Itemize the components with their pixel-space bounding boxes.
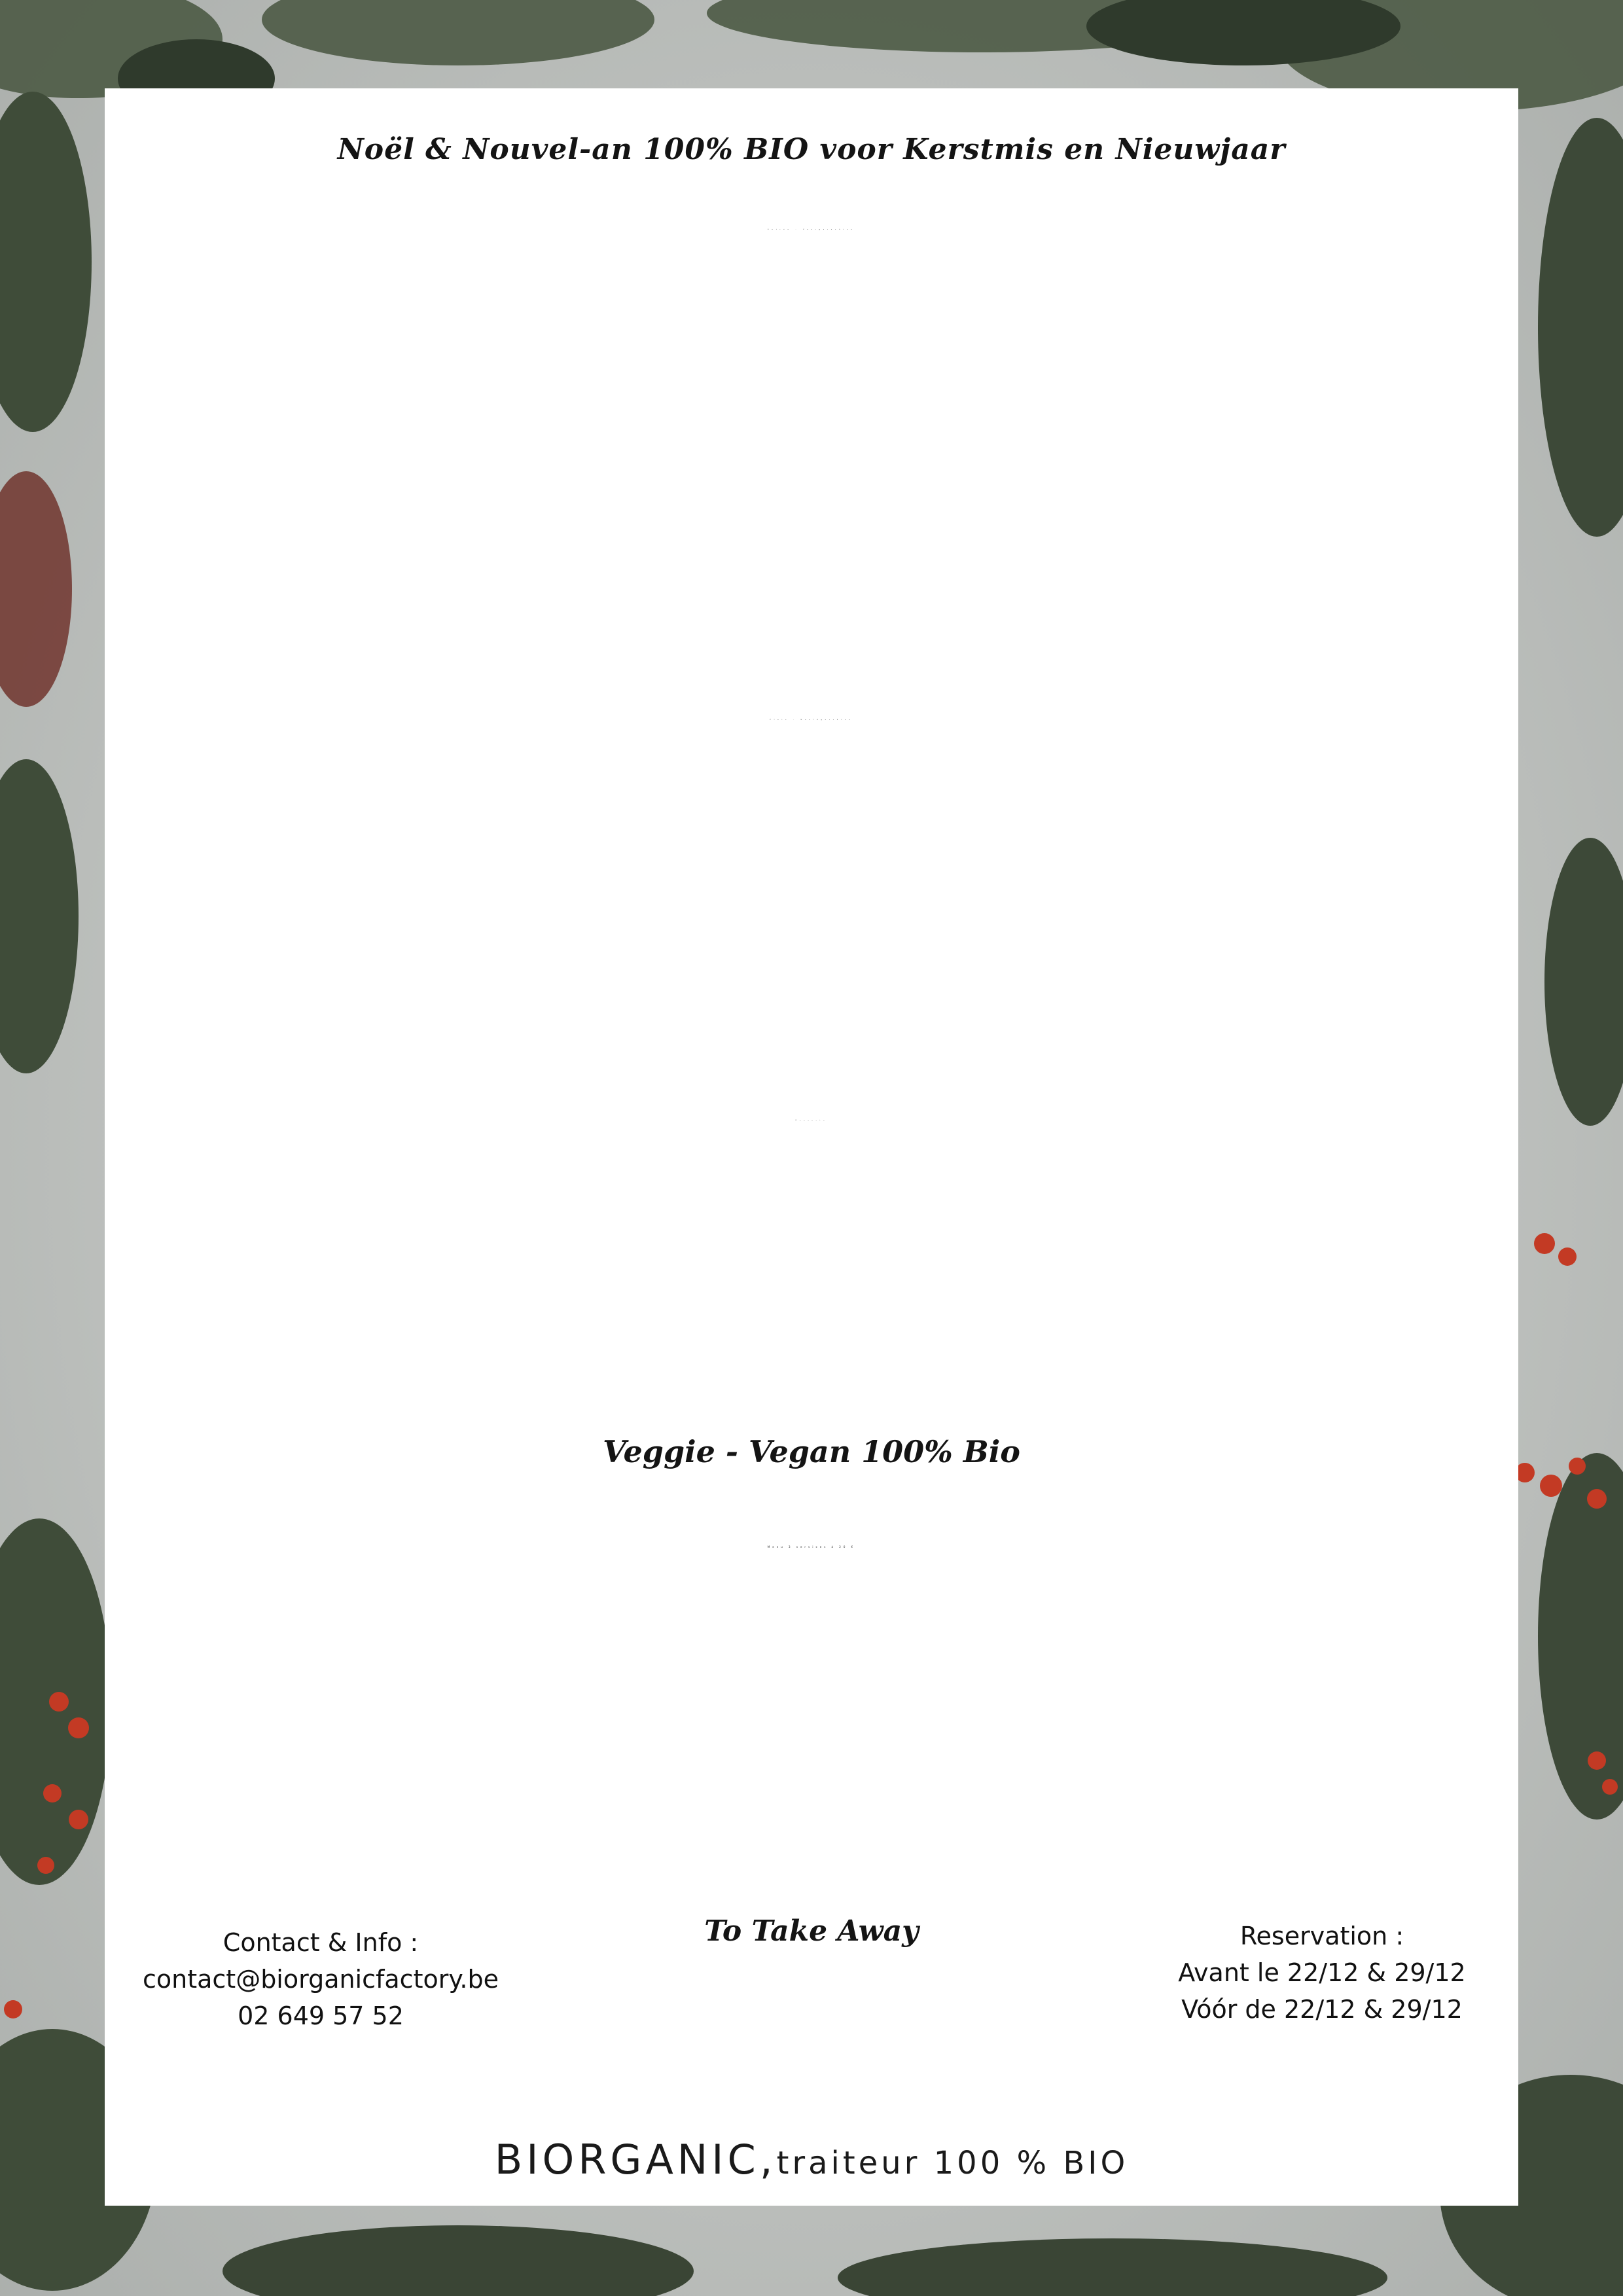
section-heading-plats: Plats – Hoofdgerchten bbox=[770, 719, 853, 721]
contact-email-link[interactable]: contact@biorganicfactory.be bbox=[142, 1965, 499, 1994]
reservation-block bbox=[1152, 1918, 1492, 2028]
brand-name: BIORGANIC, bbox=[494, 2136, 777, 2183]
contact-label: Contact & Info : bbox=[223, 1928, 419, 1957]
contact-phone: 02 649 57 52 bbox=[238, 2001, 404, 2030]
brand-tagline: traiteur 100 % BIO bbox=[776, 2145, 1129, 2181]
section-heading-desserts: Desserts bbox=[795, 1120, 828, 1121]
take-away-title: To Take Away bbox=[704, 1914, 919, 1948]
brand-footer bbox=[105, 2136, 1518, 2183]
section-heading-entree: Entrée – Voorgerechten bbox=[768, 229, 855, 230]
reservation-label: Reservation : bbox=[1240, 1922, 1404, 1950]
veggie-title: Veggie - Vegan 100% Bio bbox=[603, 1434, 1020, 1469]
reservation-date-nl: Vóór de 22/12 & 29/12 bbox=[1181, 1995, 1463, 2024]
menu-sheet bbox=[105, 88, 1518, 2206]
menu-title: Noël & Nouvel-an 100% BIO voor Kerstmis en Nieuwjaar bbox=[337, 133, 1286, 166]
veggie-subtitle: Menu 3 services à 20 € bbox=[767, 1545, 856, 1549]
reservation-date-fr: Avant le 22/12 & 29/12 bbox=[1178, 1958, 1466, 1987]
